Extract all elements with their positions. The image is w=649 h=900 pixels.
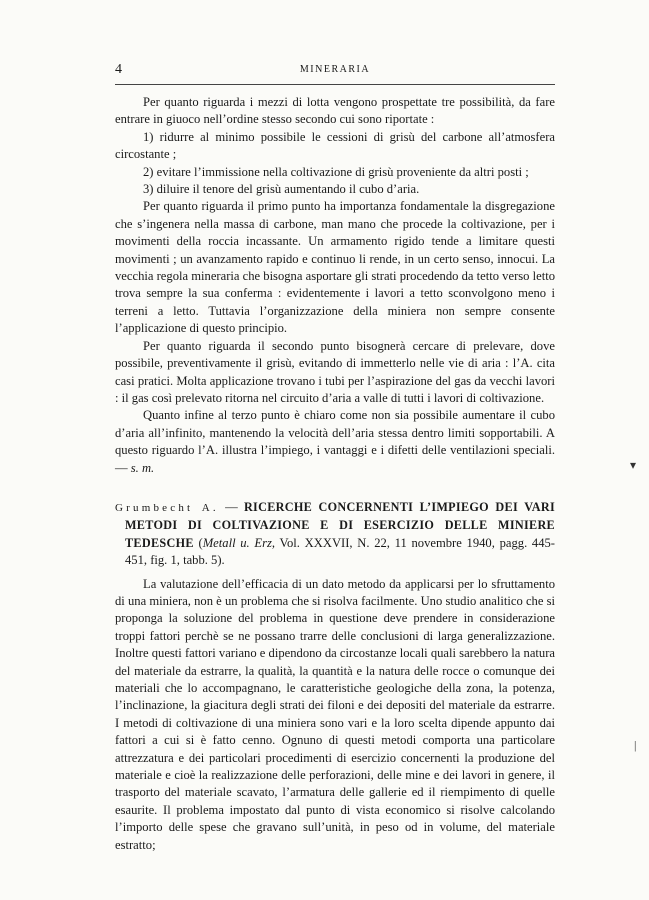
header-rule bbox=[115, 84, 555, 85]
review2-author: Grumbecht A. bbox=[115, 501, 219, 514]
review1-paragraph-2: Per quanto riguarda il primo punto ha importanza fondamentale la disgregazione che s’ingenera nella massa di carbone, man mano che procede la coltivazione, per i movimenti della roccia incassante. Un armamento rigido tende a limitare questi movimenti ; un avanzamento rapido e continuo li rende, in un certo senso, innocui. La vecchia regola mineraria che bisogna asportare gli strati procedendo da tetto verso letto trova sempre la sua conferma : evidentemente i lavori a tetto sconvolgono meno i terreni a letto. Tuttavia l’organizzazione della miniera non sempre consente l’applicazione di questo principio. bbox=[115, 199, 555, 336]
page-header bbox=[115, 62, 555, 82]
reviewer-signature: s. m. bbox=[130, 460, 155, 475]
review1-paragraph-4-text: Quanto infine al terzo punto è chiaro come non sia possibile aumentare il cubo d’aria all’infinito, mantenendo la velocità dell’aria stessa dentro limiti sopportabili. A questo riguardo l’A. illustra l’impiego, i vantaggi e i difetti delle ventilazioni speciali. — bbox=[115, 408, 555, 475]
review1-paragraph-4 bbox=[115, 407, 555, 477]
review2-heading bbox=[115, 499, 555, 570]
review2-title: RICERCHE CONCERNENTI L’IMPIEGO DEI VARI METODI DI COLTIVAZIONE E DI ESERCIZIO DELLE MINIERE TEDESCHE bbox=[125, 499, 555, 550]
running-title: MINERARIA bbox=[299, 64, 371, 75]
section-gap bbox=[115, 477, 555, 499]
review1-item-1: 1) ridurre al minimo possibile le cessioni di grisù del carbone all’atmosfera circostante ; bbox=[115, 129, 555, 162]
review2-paragraph-1: La valutazione dell’efficacia di un dato metodo da applicarsi per lo sfruttamento di una miniera, non è un problema che si risolva facilmente. Uno studio analitico che si proponga la soluzione del problema in questione deve prendere in considerazione troppi fattori perchè se ne possano trarre delle conclusioni di larga generalizzazione. Inoltre questi fattori variano e dipendono da circostanze locali quali sarebbero la natura del materiale da estrarre, la qualità, la quantità e la natura delle rocce o comunque dei materiali che lo accompagnano, le caratteristiche geologiche della zona, la potenza, l’inclinazione, la giacitura degli strati dei filoni e dei depositi del materiale da estrarre. I metodi di coltivazione di una miniera sono vari e la loro scelta dipende appunto dai fattori a cui si è fatto cenno. Ognuno di questi metodi comporta una particolare attrezzatura e dei particolari procedimenti di esercizio concernenti la produzione del materiale e cioè la realizzazione delle perforazioni, delle mine e dei lavori in genere, il trasporto del materiale scavato, l’armatura delle gallerie ed il riempimento di quelle esaurite. Il problema impostato dal punto di vista economico si risolve calcolando l’importo delle spese che gravano sull’unità, in peso od in volume, del materiale estratto; bbox=[115, 576, 555, 852]
review1-paragraph-1: Per quanto riguarda i mezzi di lotta vengono prospettate tre possibilità, da fare entrare in giuoco nell’ordine stesso secondo cui sono riportate : bbox=[115, 95, 555, 127]
review2-source-details: Vol. XXXVII, N. 22, 11 novembre 1940, pagg. 445-451, fig. 1, tabb. 5). bbox=[125, 535, 555, 568]
margin-mark: ▾ bbox=[630, 458, 637, 472]
article-body bbox=[115, 94, 555, 854]
review2-source-journal: Metall u. Erz, bbox=[202, 535, 276, 550]
review2-dash: — bbox=[218, 499, 244, 514]
review2-source-open: ( bbox=[193, 535, 203, 550]
review1-paragraph-3: Per quanto riguarda il secondo punto bisognerà cercare di prelevare, dove possibile, preventivamente il grisù, evitando di immetterlo nelle vie di aria : l’A. cita casi pratici. Molta applicazione trovano i tubi per l’aspirazione del gas da vecchi lavori : il gas così prelevato ritorna nel circuito d’aria a valle di tutti i lavori di coltivazione. bbox=[115, 338, 555, 405]
page-number: 4 bbox=[115, 62, 122, 77]
review1-item-3: 3) diluire il tenore del grisù aumentando il cubo d’aria. bbox=[143, 182, 420, 197]
margin-mark: | bbox=[634, 738, 637, 752]
review1-item-2: 2) evitare l’immissione nella coltivazione di grisù proveniente da altri posti ; bbox=[143, 164, 529, 179]
